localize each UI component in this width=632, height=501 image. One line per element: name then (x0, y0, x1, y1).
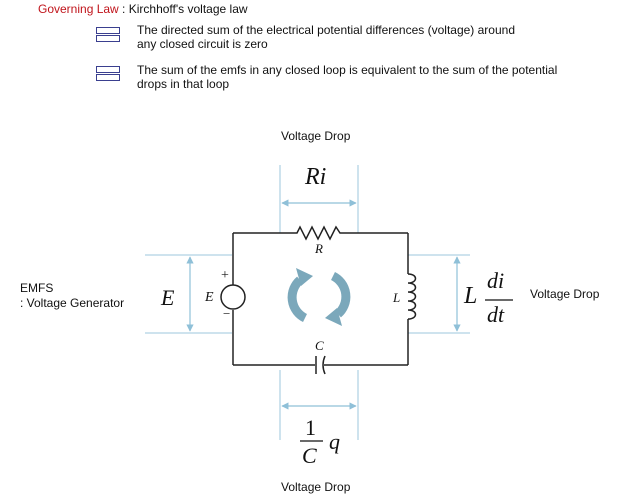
top-voltage-drop-label: Voltage Drop (281, 129, 351, 143)
capacitor-label: C (315, 338, 324, 353)
header-separator: : (118, 2, 129, 16)
circuit-wires (233, 227, 416, 365)
minus-sign: − (223, 306, 231, 321)
top-expression-ri: Ri (305, 164, 327, 190)
emfs-title: EMFS (20, 281, 54, 295)
right-expression-denominator: dt (487, 302, 505, 327)
plus-sign: + (221, 268, 229, 283)
law-name: Kirchhoff's voltage law (128, 2, 248, 16)
bullet-text-1: The directed sum of the electrical potential differences (voltage) around any closed circuit is zero (137, 23, 515, 51)
resistor-icon (233, 227, 408, 239)
bottom-expression-q: q (329, 429, 340, 454)
bottom-expression-denominator: C (302, 443, 317, 468)
inductor-label: L (393, 290, 401, 305)
right-voltage-drop-label: Voltage Drop (530, 287, 600, 301)
right-expression-numerator: di (487, 268, 505, 293)
right-expression-l: L (464, 283, 478, 309)
resistor-label: R (315, 241, 323, 256)
inductor-icon (408, 274, 416, 319)
bullet-text-2: The sum of the emfs in any closed loop is equivalent to the sum of the potential drops in that loop (137, 63, 558, 91)
loop-arrows-icon (292, 268, 346, 326)
emf-source-label: E (205, 290, 214, 305)
bottom-voltage-drop-label: Voltage Drop (281, 480, 351, 494)
governing-law-label: Governing Law (38, 2, 119, 16)
emfs-subtitle: : Voltage Generator (20, 296, 125, 310)
emf-expression: E (161, 285, 175, 310)
bottom-expression-numerator: 1 (305, 415, 316, 440)
capacitor-icon (316, 356, 325, 374)
